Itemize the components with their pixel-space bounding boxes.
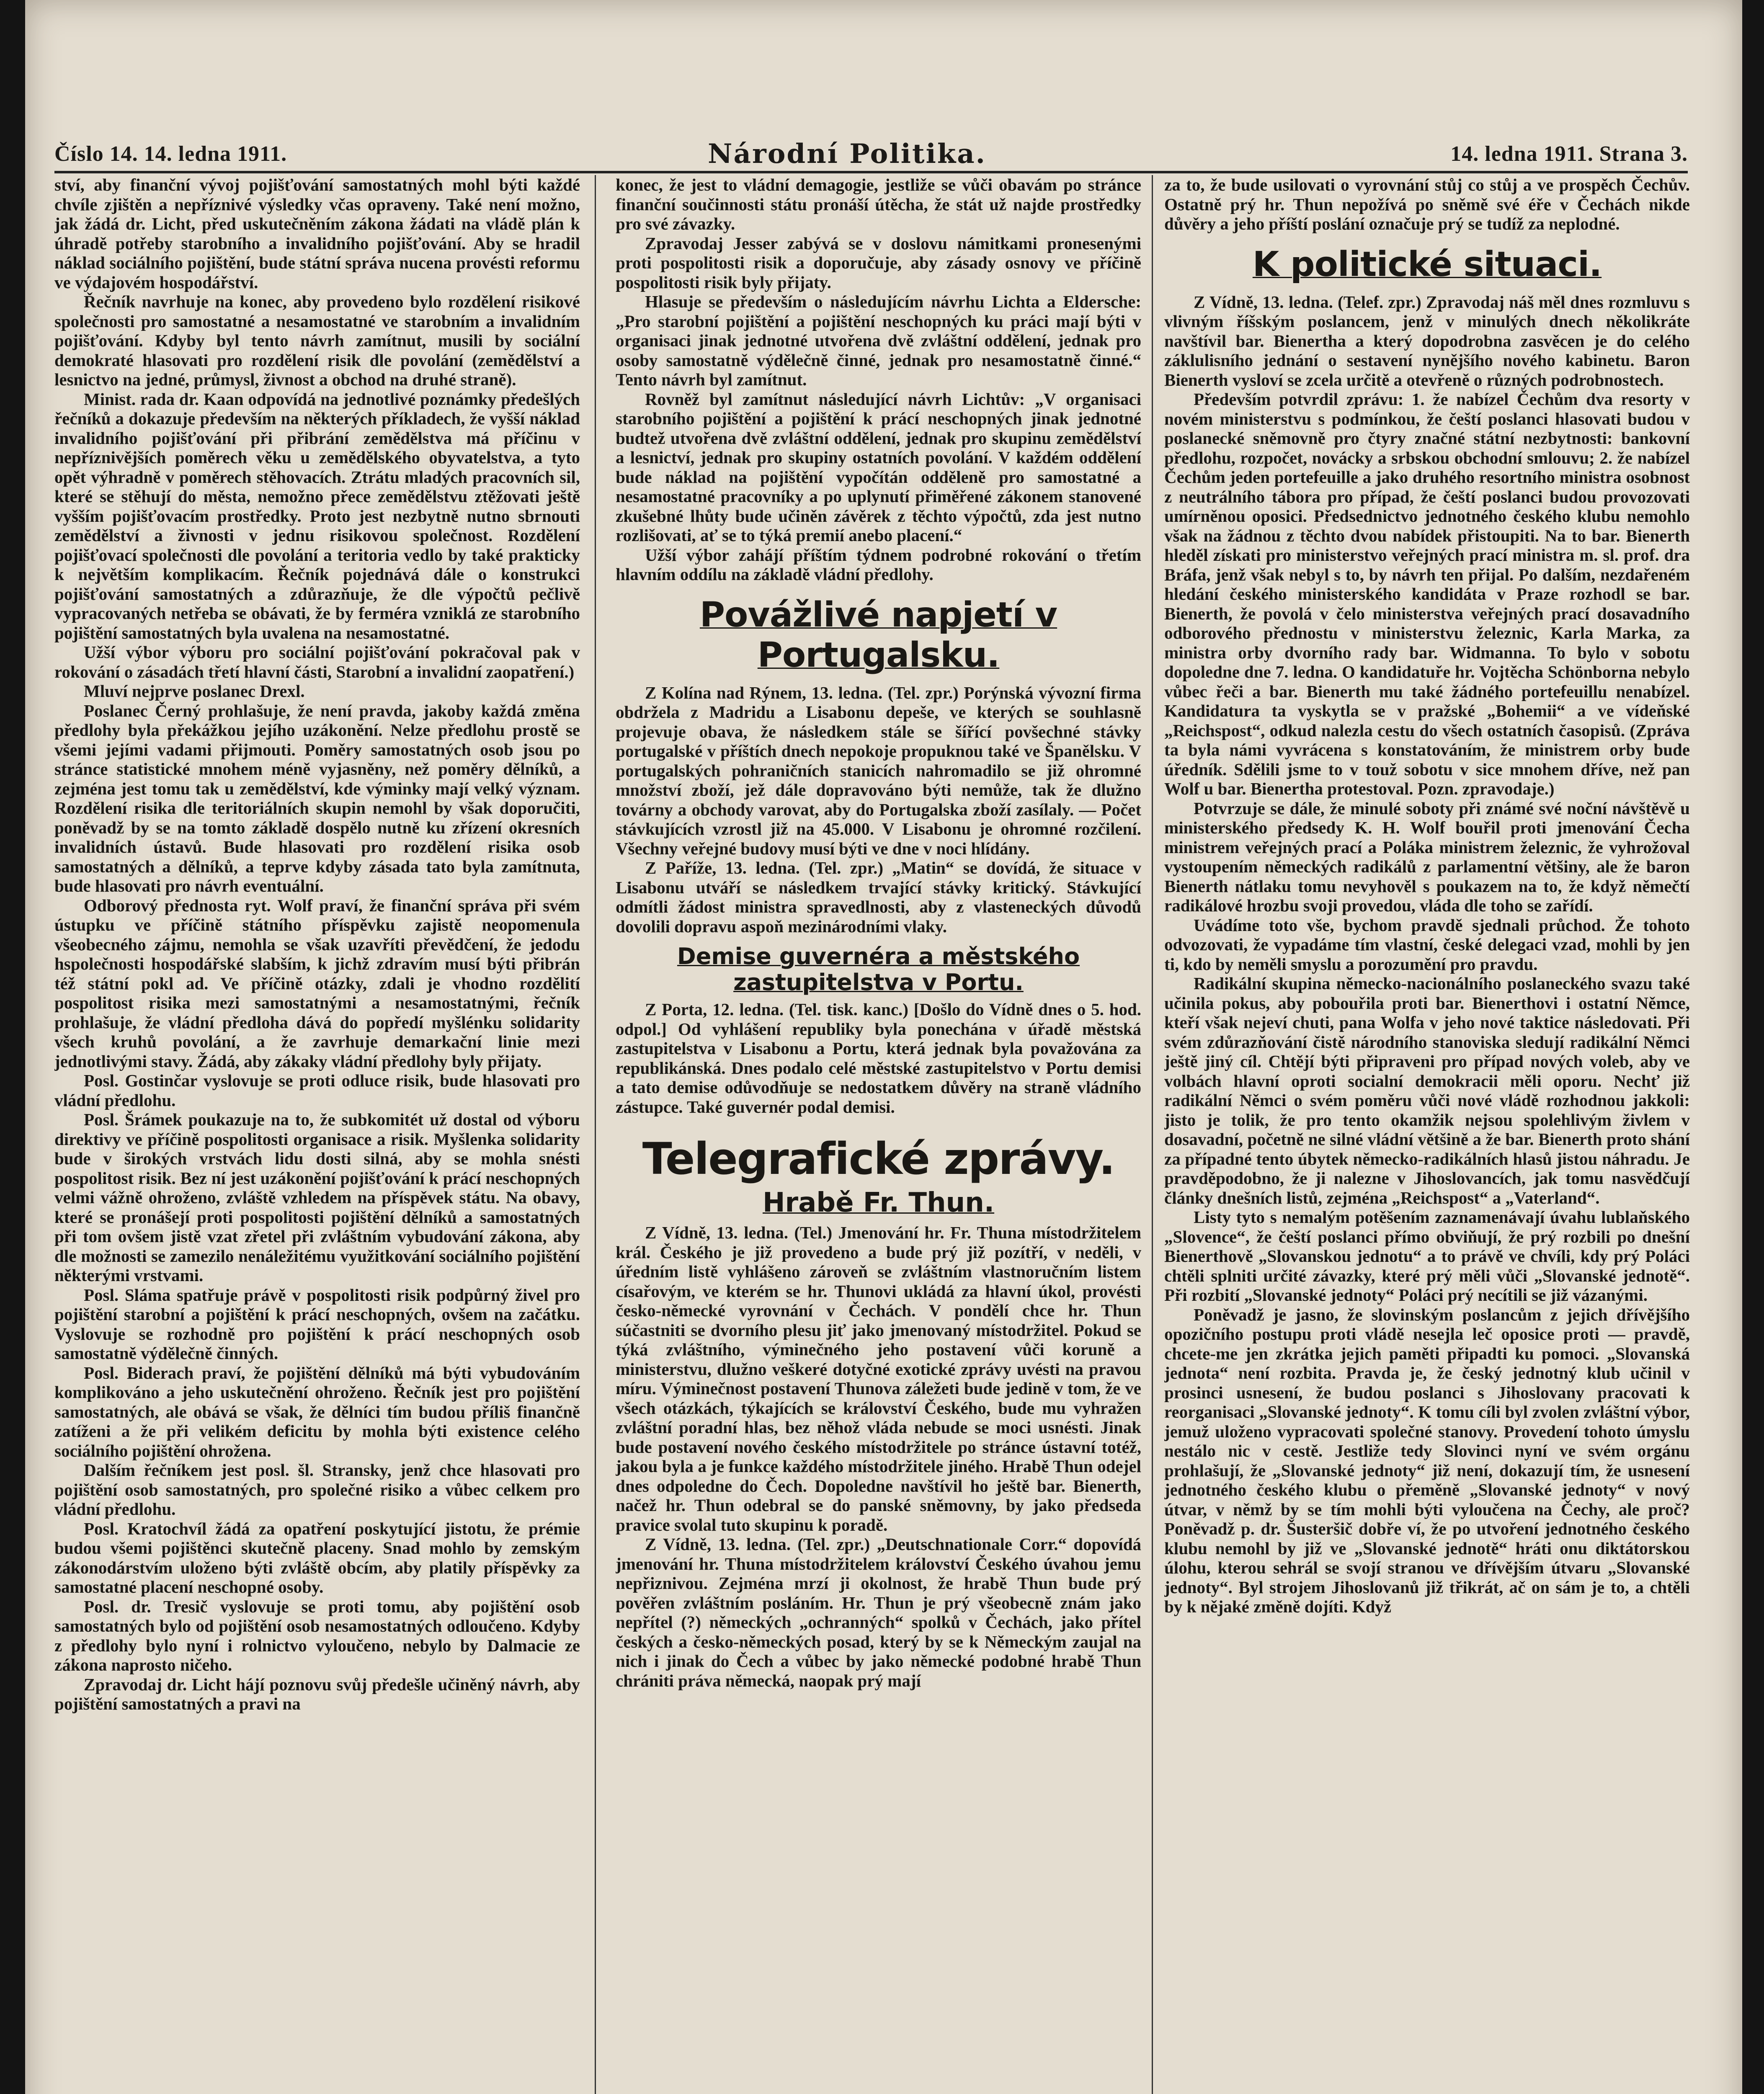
headline-portugal: Povážlivé napjetí v Portugalsku.: [699, 595, 1057, 675]
article-paragraph: Z Kolína nad Rýnem, 13. ledna. (Tel. zpr.) Porýnská vývozní firma obdržela z Madridu a Lisabonu depeše, ve kterých se souhlasně projevuje obava, že následkem stále se šířící povšechné stávky portugalské v příštích dnech nepokoje propuknou také ve Španělsku. V portugalských pohraničních stanicích nahromadilo se již ohromné množství zboží, jež dále dopravováno býti nemůže, tak že dlužno továrny a obchody varovat, aby do Portugalska zboží zasílaly. — Počet stávkujících vzrostl již na 45.000. V Lisabonu je ohromné rozčilení. Všechny veřejné budovy musí býti ve dne v noci hlídány.: [616, 683, 1141, 858]
newspaper-page: [25, 0, 1742, 2094]
article-paragraph: Odborový přednosta ryt. Wolf praví, že finanční správa při svém ústupku ve příčině státního příspěvku zajistě neopomenula všeobecného zájmu, nemohla se však uzavříti převědčení, že jedodu hspolečnosti hospodářské slabším, k jichž zdravím musí býti přibrán též státní pokl ad. Ve příčině otázky, zdali je vhodno rozdělití pospolitost risika mezi samostatnými a nesamostatnými, řečník prohlašuje, že vládní předloha dává do popředí myšlénku solidarity všech kruhů povolání, a že zavrhuje demarkační linie mezi jednotlivými stavy. Žádá, aby zákaky vládní předlohy byly přijaty.: [54, 895, 580, 1071]
headline-politics: K politické situaci.: [1252, 244, 1602, 284]
article-paragraph: Posl. Gostinčar vyslovuje se proti odluce risik, bude hlasovati pro vládní předlohu.: [54, 1071, 580, 1110]
article-paragraph: Minist. rada dr. Kaan odpovídá na jednotlivé poznámky předešlých řečníků a dokazuje především na některých příkladech, že vyšší náklad invalidního pojišťování při přibrání zemědělstva má příčinu v nepříznivějších poměrech věku u zemědělského obyvatelstva, a tyto opět výhradně v poměrech stěhovacích. Ztrátu mladých pracovních sil, které se stěhují do města, nemožno přece zemědělstvu ztěžovati ještě vyšším pojišťovacím prostředky. Proto jest nezbytně nutno sbrnouti zemědělství a živnosti v jednu risikovou společnost. Rozdělení pojišťovací společnosti dle povolání a teritoria vedlo by také prakticky k největším komplikacím. Řečník pojednává dále o konstrukci pojišťování samostatných a zdůrazňuje, že dle výpočtů pečlivě vypracovaných netřeba se obávati, že by ferméra vzniklá ze starobního pojištění samostatných byla uvalena na nesamostatné.: [54, 389, 580, 642]
article-paragraph: Řečník navrhuje na konec, aby provedeno bylo rozdělení risikové společnosti pro samostatné a nesamostatné ve starobním a invalidním pojišťování. Kdyby byl tento návrh zamítnut, musili by sociální demokraté hlasovati pro rozdělení risik dle povolání (zemědělství a lesnictvo na jedné, průmysl, živnost a obchod na druhé straně).: [54, 292, 580, 389]
headline-demise: Demise guvernéra a městského zastupitelstva v Portu.: [677, 943, 1080, 995]
page-header: [54, 138, 1688, 171]
article-paragraph: Z Paříže, 13. ledna. (Tel. zpr.) „Matin“ se dovídá, že situace v Lisabonu utváří se následkem trvající stávky kritický. Stávkující odmítli žádost ministra spravedlnosti, aby z vlasteneckých důvodů dovolili dopravu aspoň mezinárodními vlaky.: [616, 858, 1141, 936]
column-3: [1164, 175, 1690, 2094]
article-paragraph: za to, že bude usilovati o vyrovnání stůj co stůj a ve prospěch Čechův. Ostatně prý hr. Thun nepožívá po sněmě své éře v Čechách nikde důvěry a jeho příští poslání označuje prý se tudíž za neplodné.: [1164, 175, 1690, 233]
article-paragraph: Posl. Kratochvíl žádá za opatření poskytující jistotu, že prémie budou všemi pojištěnci skutečně placeny. Snad mohlo by zemským zákonodárstvím uloženo býti zvláště obcím, aby platily příspěvky za samostatné placení neschopné osoby.: [54, 1519, 580, 1596]
article-paragraph: Dalším řečníkem jest posl. šl. Stransky, jenž chce hlasovati pro pojištění osob samostatných, pro společné risiko a vůbec celkem pro vládní předlohu.: [54, 1460, 580, 1519]
headline-telegrams: Telegrafické zprávy.: [642, 1133, 1115, 1184]
article-paragraph: Radikální skupina německo-nacionálního poslaneckého svazu také učinila pokus, aby pobouřila proti bar. Bienerthovi i ostatní Němce, kteří však nejeví chuti, pana Wolfa v jeho nové taktice následovati. Při svém zdůrazňování čistě národního stanoviska sledují radikální Němci ještě jiný cíl. Chtějí býti připraveni pro případ nových voleb, aby ve volbách hlavní oproti socialní demokracii měli oporu. Nechť již radikální Němci o svém poměru vůči nové vládě rozhodnou jakkoli: jisto je tolik, že pro tento okamžik nejsou spolehlivým živlem v dosavadní, početně ne silné vládní většině a že bar. Bienerth proto shání za případné tento úbytek německo-radikálních hlasů jistou náhradu. Je pravděpodobno, že ji nalezne v Jihoslovancích, jak tomu nasvědčují články dnešních listů, zejména „Reichspost“ a „Vaterland“.: [1164, 974, 1690, 1207]
article-paragraph: Z Vídně, 13. ledna. (Telef. zpr.) Zpravodaj náš měl dnes rozmluvu s vlivným říšským poslancem, jenž v minulých dnech několikráte navštívil bar. Bienertha a který dopodrobna zasvěcen je do celého záklulisního jednání o sestavení nynějšího nového kabinetu. Baron Bienerth vysloví se zcela určitě a otevřeně o různých podrobnostech.: [1164, 292, 1690, 389]
article-paragraph: Posl. Sláma spatřuje právě v pospolitosti risik podpůrný živel pro pojištění starobní a pojištění k prácí neschopných, ovšem na začátku. Vyslovuje se rozhodně pro pojištění k prácí neschopných osob samostatně výdělečně činných.: [54, 1285, 580, 1363]
article-paragraph: Rovněž byl zamítnut následující návrh Lichtův: „V organisaci starobního pojištění a pojištění k prácí neschopných jinak jednotné budtež utvořena dvě zvláštní oddělení, jednak pro skupinu zemědělství a lesnictví, jednak pro skupiny ostatních povolání. V každém oddělení bude náklad na pojištění vypočítán odděleně pro samostatné a nesamostatné pracovníky a po uplynutí přiměřené zákonem stanovené zkušebné lhůty bude učiněn závěrek z těchto výpočtů, zda jest nutno rozlišovati, ať se to týká premií anebo placení.“: [616, 389, 1141, 545]
article-paragraph: Zpravodaj Jesser zabývá se v doslovu námitkami pronesenými proti pospolitosti risik a doporučuje, aby zásady osnovy ve příčině pospolitosti risik byly přijaty.: [616, 233, 1141, 292]
article-paragraph: Poněvadž je jasno, že slovinským poslancům z jejich dřívějšího opozičního postupu proti vládě nesejla leč oposice proti — pravdě, chcete-me jen zkrátka jejich paměti připadti ku pomoci. „Slovanská jednota“ není rozbita. Pravda je, že český jednotný klub učinil v prosinci usnesení, že budou poslanci s Jihoslovany pracovati k reorganisaci „Slovanské jednoty“. K tomu cíli byl zvolen zvláštní výbor, jemuž uloženo vypracovati společné stanovy. Provedení tohoto úmyslu nestálo nic v cestě. Jestliže tedy Slovinci nyní ve svém orgánu prohlašují, že „Slovanské jednoty“ již není, dokazují tím, že usnesení jednotného českého klubu o přeměně „Slovanské jednoty“ v nový útvar, v němž by se tím mohli býti vyloučena na Čechy, ale proč? Poněvadž p. dr. Šusteršič dobře ví, že po utvoření jednotného českého klubu nemohl by již ve „Slovanské jednotě“ hráti onu diktátorskou úlohu, kterou sehrál se svojí stranou ve dřívějším útvaru „Slovanské jednoty“. Byl strojem Jihoslovanů již třikrát, ač on sám je to, a chtěli by k nějaké změně dojíti. Když: [1164, 1305, 1690, 1616]
column-divider: [1152, 175, 1153, 2094]
article-paragraph: Listy tyto s nemalým potěšením zaznamenávají úvahu lublaňského „Slovence“, že čeští poslanci přímo obviňují, že prý rozbili po dnešní Bienerthově „Slovanskou jednotu“ a to právě ve chvíli, kdy prý Poláci chtěli splniti určité závazky, které prý měli vůči „Slovanské jednotě“. Při rozbití „Slovanské jednoty“ Poláci prý necítili se již vázanými.: [1164, 1207, 1690, 1305]
article-paragraph: Užší výbor výboru pro sociální pojišťování pokračoval pak v rokování o zásadách třetí hlavní části, Starobní a invalidní zaopatření.): [54, 642, 580, 681]
article-paragraph: Posl. Šrámek poukazuje na to, že subkomitét už dostal od výboru direktivy ve příčině pospolitosti organisace a risik. Myšlenka solidarity bude v širokých vrstvách lidu dosti silná, aby se mohla snésti pospolitost risik. Bez ní jest uzákonění pojišťování k prácí neschopných velmi vážně ohroženo, zvláště vzhledem na příspěvek státu. Na obavy, které se pronášejí proti pospolitosti pojištění dělníků a samostatných při tom ovšem jistě vzat zřetel při zvláštním vybudování zákona, aby dle možnosti se zamezilo nenáležitému využitkování sociálního pojištění některými vrstvami.: [54, 1110, 580, 1285]
masthead: Národní Politika.: [708, 138, 986, 170]
article-paragraph: konec, že jest to vládní demagogie, jestliže se vůči obavám po stránce finanční součinnosti státu pronáší útěcha, že stát už najde prostředky pro své závazky.: [616, 175, 1141, 233]
article-paragraph: Zpravodaj dr. Licht hájí poznovu svůj předešle učiněný návrh, aby pojištění samostatných a pravi na: [54, 1674, 580, 1713]
article-paragraph: Poslanec Černý prohlašuje, že není pravda, jakoby každá změna předlohy byla překážkou jejího uzákonění. Nelze předlohu prostě se všemi jejími vadami přijmouti. Poměry samostatných osob jsou po stránce statistické mnohem méně vyjasněny, než poměry dělníků, a zejména jest tomu tak u zemědělství, kde výminky mají velký význam. Rozdělení risika dle teritoriálních skupin nemohl by však doporučiti, poněvadž by se na tomto základě dospělo nutně ku zřízení okresních invalidních ústavů. Bude hlasovati pro rozdělení risika osob samostatných a dělníků, a teprve kdyby zásada tato byla zamítnuta, bude hlasovati pro návrh eventuální.: [54, 701, 580, 895]
article-paragraph: Z Porta, 12. ledna. (Tel. tisk. kanc.) [Došlo do Vídně dnes o 5. hod. odpol.] Od vyhlášení republiky byla ponechána v úřadě městská zastupitelstva v Lisabonu a Portu, která jednak byla považována za republikánská. Dnes podalo celé městské zastupitelstvo v Portu demisi a tato demise odůvodňuje se nedostatkem důvěry na straně vládního zástupce. Také guvernér podal demisi.: [616, 1000, 1141, 1117]
article-paragraph: Uvádíme toto vše, bychom pravdě sjednali průchod. Že tohoto odvozovati, že vypadáme tím vlastní, české delegaci vzad, mohli by jen ti, kdo by neměli smyslu a porozumění pro pravdu.: [1164, 915, 1690, 974]
issue-number: Číslo 14. 14. ledna 1911.: [54, 142, 287, 166]
article-paragraph: Z Vídně, 13. ledna. (Tel.) Jmenování hr. Fr. Thuna místodržitelem král. Českého je již provedeno a bude prý již pozítří, v neděli, v úředním listě vyhlášeno zároveň se zvláštním vlastnoručním listem císařovým, ve kterém se hr. Thunovi ukládá za hlavní úkol, provésti česko-německé vyrovnání v Čechách. V pondělí chce hr. Thun súčastniti se dvorního plesu jiť jako jmenovaný místodržitel. Pokud se týká zvláštního, výminečného jeho postavení vůči koruně a ministerstvu, dlužno veškeré dotyčné exotické zprávy uvésti na pravou míru. Výminečnost postavení Thunova záležeti bude jedině v tom, že ve všech otázkách, týkajících se království Českého, bude mu vyhražen zvláštní poradní hlas, bez něhož vláda nebude se moci usnésti. Jinak bude postavení nového českého místodržitele po stránce ústavní totéž, jakou byla a je funkce každého místodržitele jiného. Hrabě Thun odejel dnes odpoledne do Čech. Dopoledne navštívil ho ještě bar. Bienerth, načež hr. Thun odebral se do panské sněmovny, by jako předseda pravice svolal tuto skupinu k poradě.: [616, 1223, 1141, 1534]
article-paragraph: Mluví nejprve poslanec Drexl.: [84, 681, 305, 701]
article-paragraph: ství, aby finanční vývoj pojišťování samostatných mohl býti každé chvíle zjištěn a nepříznivé výsledky včas opraveny. Také není možno, jak žádá dr. Licht, před uskutečněním zákona žádati na vládě plán k úhradě potřeby starobního a invalidního pojišťování. Aby se hradil náklad sociálního pojištění, bude státní správa nucena provésti reformu ve výdajovém hospodářství.: [54, 175, 580, 292]
article-paragraph: Potvrzuje se dále, že minulé soboty při známé své noční návštěvě u ministerského předsedy K. H. Wolf bouřil proti jmenování Čecha ministrem veřejných prací a Poláka ministrem železnic, že vyhrožoval vystoupením německých radikálů z parlamentní většiny, ale že baron Bienerth nátlaku tomu nevyhověl s poukazem na to, že když němečtí radikálové hrozbu svoji provedou, vláda dle toho se zařídí.: [1164, 798, 1690, 915]
header-rule: [54, 171, 1688, 173]
article-paragraph: Posl. Biderach praví, že pojištění dělníků má býti vybudováním komplikováno a jeho uskutečnění ohroženo. Řečník jest pro pojištění samostatných, ale obává se však, že dělníci tím budou příliš finančně zatíženi a že při velikém deficitu by mohla býti existence celého sociálního pojištění ohrožena.: [54, 1363, 580, 1460]
article-paragraph: Hlasuje se především o následujícím návrhu Lichta a Eldersche: „Pro starobní pojištění a pojištění neschopných ku práci mají býti v organisaci jinak jednotné utvořena dvě zvláštní oddělení, jednak pro osoby samostatně výdělečně činné, jednak pro nesamostatně činné.“ Tento návrh byl zamítnut.: [616, 292, 1141, 389]
column-divider: [595, 175, 596, 2094]
article-paragraph: Především potvrdil zprávu: 1. že nabízel Čechům dva resorty v novém ministerstvu s podmínkou, že čeští poslanci hlasovati budou v poslanecké sněmovně pro čtyry značné státní nezbytnosti: bankovní předlohu, rozpočet, novácky a srbskou obchodní smlouvu; 2. že nabízel Čechům jeden portefeuille a jako druhého resortního ministra osobnost z neutrálního tábora pro případ, že čeští poslanci budou provozovati umírněnou oposici. Předsednictvo jednotného českého klubu nemohlo však na žádnou z těchto dvou nabídek přistoupiti. Na to bar. Bienerth hleděl získati pro ministerstvo veřejných prací ministra m. sl. prof. dra Bráfa, jenž však nebyl s to, by návrh ten přijal. Po dalším, nezdařeném hledání českého ministerského kandidáta v Praze rozhodl se bar. Bienerth, že povolá v čelo ministerstva veřejných prací dosavadního odborového přednostu v ministerstvu železnic, Karla Marka, za ministra orby dvorního rady bar. Widmanna. To bylo v sobotu dopoledne dne 7. ledna. O kandidatuře hr. Vojtěcha Schönborna nebylo vůbec řeči a bar. Bienerth mu také žádného portefeuillu nenabízel. Kandidatura ta vyskytla se v pražské „Bohemii“ a ve vídeňské „Reichspost“, odkud nalezla cestu do všech ostatních časopisů. (Zpráva ta byla námi vyvrácena s konstatováním, že ministrem orby bude úředník. Sdělili jsme to v touž sobotu v sice mnohem dříve, než pan Wolf u bar. Bienertha protestoval. Pozn. zpravodaje.): [1164, 389, 1690, 798]
column-2: [616, 175, 1141, 2094]
article-paragraph: Posl. dr. Tresič vyslovuje se proti tomu, aby pojištění osob samostatných bylo od pojištění osob nesamostatných odloučeno. Kdyby z předlohy bylo nyní i rolnictvo vyloučeno, nebylo by Dalmacie ze zákona naprosto ničeho.: [54, 1596, 580, 1674]
article-paragraph: Užší výbor zahájí příštím týdnem podrobné rokování o třetím hlavním oddílu na základě vládní předlohy.: [616, 545, 1141, 584]
article-paragraph: Z Vídně, 13. ledna. (Tel. zpr.) „Deutschnationale Corr.“ dopovídá jmenování hr. Thuna místodržitelem království Českého úvahou jemu nepřiznivou. Zejména mrzí ji okolnost, že hrabě Thun bude prý pověřen zvláštním posláním. Hr. Thun je prý všeobecně znám jako nepřítel (?) německých „ochranných“ spolků v Čechách, jako přítel českých a česko-německých posad, který by se k Německým zaujal na nich i jinak do Čech a vůbec by jako německé podobné hrabě Thun chrániti práva německá, naopak prý mají: [616, 1534, 1141, 1690]
column-1: [54, 175, 580, 2094]
page-number: 14. ledna 1911. Strana 3.: [1450, 142, 1688, 166]
subheadline-thun: Hrabě Fr. Thun.: [762, 1187, 995, 1218]
